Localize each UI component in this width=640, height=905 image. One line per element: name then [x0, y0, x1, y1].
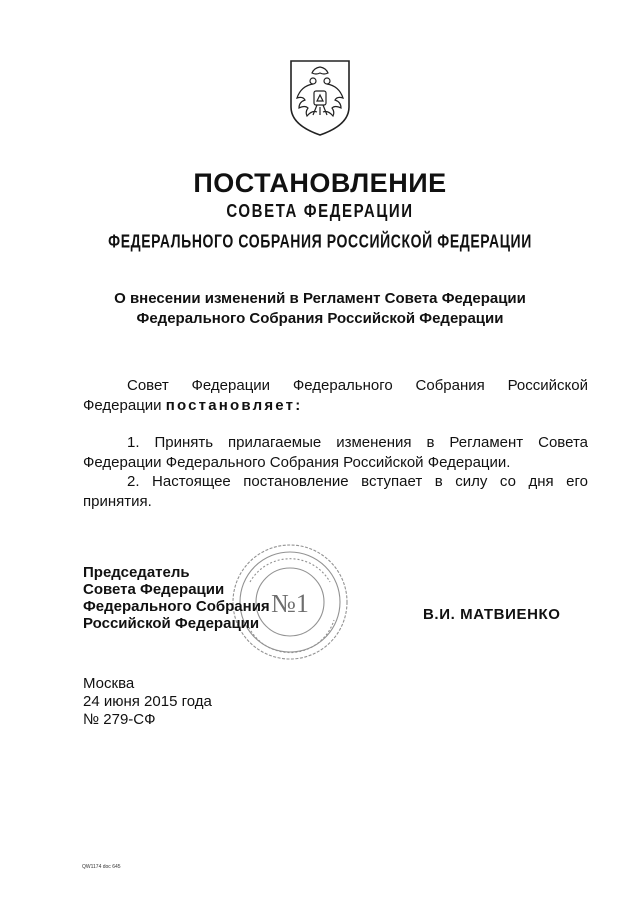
- issue-date: 24 июня 2015 года: [83, 693, 212, 710]
- heading-line-1: О внесении изменений в Регламент Совета Федерации: [114, 290, 526, 307]
- signer-position-line-4: Российской Федерации: [83, 615, 260, 632]
- russian-coat-of-arms-icon: [287, 57, 353, 137]
- preamble-line-1: Совет Федерации Федерального Собрания Российской: [127, 377, 588, 394]
- heading-line-2: Федерального Собрания Российской Федерации: [136, 310, 504, 327]
- signer-name: В.И. МАТВИЕНКО: [423, 606, 561, 623]
- signer-position-line-1: Председатель: [83, 564, 190, 581]
- document-title: ПОСТАНОВЛЕНИЕ: [193, 168, 447, 198]
- stamp-number: №1: [271, 589, 309, 618]
- issuer-line-2: ФЕДЕРАЛЬНОГО СОБРАНИЯ РОССИЙСКОЙ ФЕДЕРАЦИИ: [108, 230, 532, 252]
- item-2-line-2: принятия.: [83, 493, 152, 510]
- preamble-text: Федерации: [83, 397, 162, 414]
- item-2-line-1: 2. Настоящее постановление вступает в силу со дня его: [127, 473, 588, 490]
- document-heading: [0, 289, 640, 329]
- resolves-word: постановляет:: [165, 397, 303, 414]
- item-1-paragraph: [83, 433, 588, 473]
- item-1-line-1: 1. Принять прилагаемые изменения в Регламент Совета: [127, 434, 588, 451]
- signer-position-line-3: Федерального Собрания: [83, 598, 270, 615]
- preamble-paragraph: [83, 376, 588, 416]
- issue-number: № 279-СФ: [83, 711, 156, 728]
- signer-position: [83, 564, 270, 632]
- preamble-line-2: [83, 396, 588, 416]
- item-1-line-2: Федерации Федерального Собрания Российской Федерации.: [83, 454, 511, 471]
- issuer-line-1: СОВЕТА ФЕДЕРАЦИИ: [226, 200, 414, 223]
- footer-code: QW1174 doc 645: [82, 864, 121, 870]
- issue-city: Москва: [83, 675, 135, 692]
- issue-details: [83, 675, 212, 729]
- signer-position-line-2: Совета Федерации: [83, 581, 225, 598]
- item-2-paragraph: [83, 472, 588, 512]
